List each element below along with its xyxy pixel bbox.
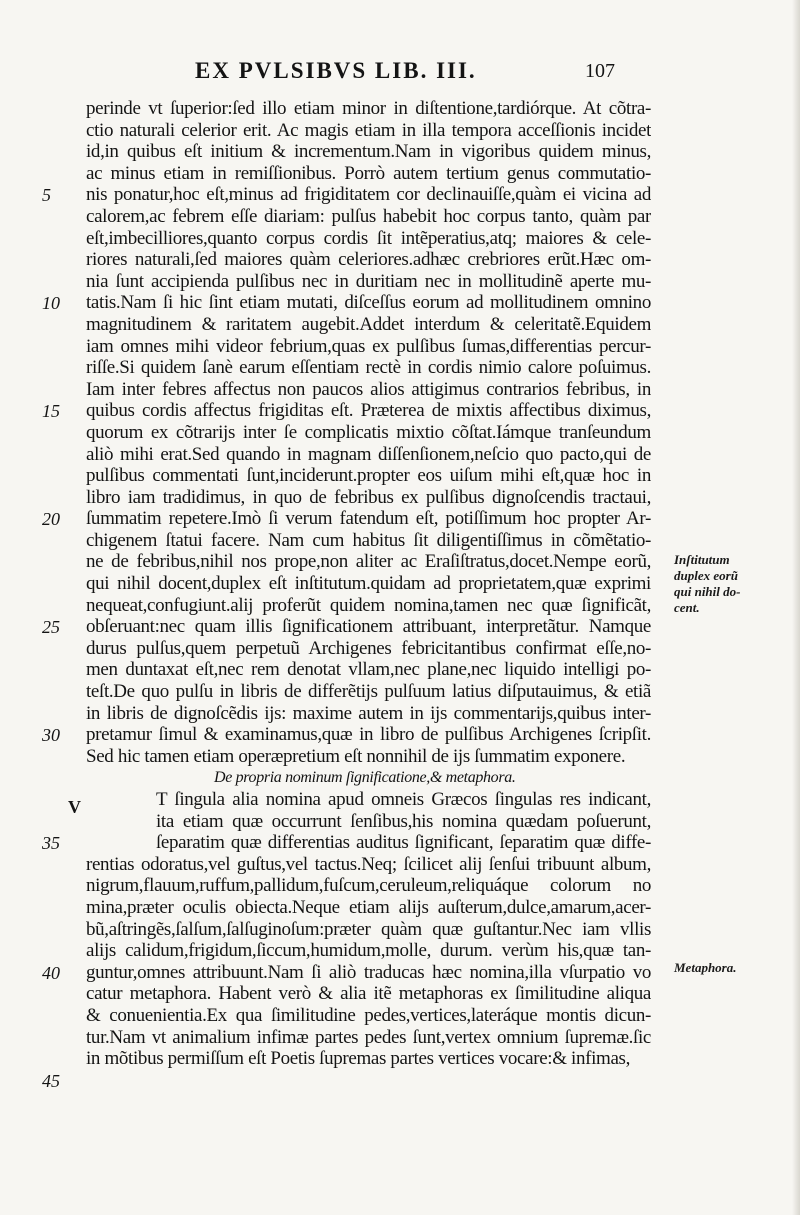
text-line: nia ſunt accipienda pulſibus nec in duritiam nec in mollitudinẽ aperte mu- <box>86 270 651 292</box>
body-text <box>86 98 651 1070</box>
line-number: 45 <box>42 1071 60 1091</box>
margin-note-institutum <box>674 552 740 616</box>
margin-note-line: qui nihil do- <box>674 584 741 599</box>
text-line: nis ponatur,hoc eſt,minus ad frigiditatem cor declinauiſſe,quàm ei vicina ad <box>86 184 651 206</box>
text-line: ac minus etiam in remiſſionibus. Porrò autem tertium genus commutatio- <box>86 162 651 184</box>
line-number: 20 <box>42 509 60 530</box>
text-line: quorum ex cõtrarijs inter ſe complicatis mixtio cõſtat.Iámque tranſeundum <box>86 421 651 443</box>
text-line: pulſibus commentati ſunt,inciderunt.propter eos uiſum mihi eſt,quæ hoc in <box>86 465 651 487</box>
text-line: bũ,aſtringẽs,ſalſum,ſalſuginoſum:præter quàm quæ guſtantur.Nec iam vllis <box>86 918 651 940</box>
line-number: 10 <box>42 293 60 314</box>
text-line: libro iam tradidimus, in quo de febribus ex pulſibus dignoſcendis tractaui, <box>86 486 651 508</box>
text-line: teſt.De quo pulſu in libris de differẽtijs pulſuum latius diſputauimus, & etiã <box>86 681 651 703</box>
text-line: men duntaxat eſt,nec rem denotat vllam,nec plane,nec liquido intelligi po- <box>86 659 651 681</box>
text-line: eſt,imbecilliores,quanto corpus cordis ſit intẽperatius,atq; maiores & cele- <box>86 227 651 249</box>
text-line: nequeat,confugiunt.alij proferũt quidem nomina,tamen nec quæ ſignificãt, <box>86 594 651 616</box>
text-line: Sed hic tamen etiam operæpretium eſt nonnihil de ijs ſummatim exponere. <box>86 745 626 767</box>
section-heading: De propria nominum ſignificatione,& metaphora. <box>214 769 516 787</box>
text-line: ſummatim repetere.Imò ſi verum fatendum eſt, potiſſimum hoc propter Ar- <box>86 508 651 530</box>
text-line: qui nihil docent,duplex eſt inſtitutum.quidam ad proprietatem,quæ exprimi <box>86 573 651 595</box>
text-line: mina,præter oculis obiecta.Neque etiam alijs auſterum,dulce,amarum,acer- <box>86 896 651 918</box>
margin-note-metaphora: Metaphora. <box>674 960 737 975</box>
text-line: calorem,ac febrem eſſe diariam: pulſus habebit hoc corpus tanto, quàm par <box>86 205 651 227</box>
text-line: ne de febribus,nihil nos prope,non aliter ac Eraſiſtratus,docet.Nempe eorũ, <box>86 551 651 573</box>
text-line: riſſe.Si quidem ſanè earum eſſentiam rectè in cordis nimio calore poſuimus. <box>86 357 651 379</box>
text-line: id,in quibus eſt initium & incrementum.Nam in vigoribus quidem minus, <box>86 141 651 163</box>
text-line: Iam inter febres affectus non paucos alios attigimus contrarios febribus, in <box>86 378 651 400</box>
text-line: in mõtibus permiſſum eſt Poetis ſupremas partes vertices vocare:& infimas, <box>86 1048 630 1070</box>
margin-note-line: duplex eorũ <box>674 568 738 583</box>
text-line: nigrum,flauum,ruffum,pallidum,fuſcum,ceruleum,reliquáque colorum no <box>86 875 651 897</box>
margin-note-line: cent. <box>674 600 700 615</box>
line-number: 5 <box>42 185 51 206</box>
text-line: quibus cordis affectus frigiditas eſt. Præterea de mixtis affectibus diximus, <box>86 400 651 422</box>
page-number: 107 <box>585 60 615 82</box>
text-line: rentias odoratus,vel guſtus,vel tactus.Neq; ſcilicet alij ſenſui tribuunt album, <box>86 853 651 875</box>
text-line: catur metaphora. Habent verò & alia itẽ metaphoras ex ſimilitudine aliqua <box>86 983 651 1005</box>
text-line: tur.Nam vt animalium infimæ partes pedes ſunt,vertex omnium ſupremæ.ſic <box>86 1026 651 1048</box>
line-number: 25 <box>42 617 60 638</box>
text-line: tatis.Nam ſi hic ſint etiam mutati, diſceſſus eorum ad mollitudinem omnino <box>86 292 651 314</box>
text-line: in libris de dignoſcẽdis ijs: maxime autem in ijs commentarijs,quibus inter- <box>86 702 651 724</box>
text-line: aliò mihi erat.Sed quando in magnam diſſenſionem,neſcio quo pacto,qui de <box>86 443 651 465</box>
text-line: ctio naturali celerior erit. Ac magis etiam in illa tempora acceſſionis incidet <box>86 119 651 141</box>
text-line: riores naturali,ſed maiores quàm celeriores.adhæc crebriores erũt.Hæc om- <box>86 249 651 271</box>
text-line: guntur,omnes attribuunt.Nam ſi aliò traducas hæc nomina,illa vſurpatio vo <box>86 961 651 983</box>
running-head: EX PVLSIBVS LIB. III. <box>195 58 477 83</box>
text-line: chigenem ſtatui facere. Nam cum habitus ſit diligentiſſimus in cõmẽtatio- <box>86 529 651 551</box>
text-line: pretamur ſimul & examinamus,quæ in libro de pulſibus Archigenes ſcripſit. <box>86 724 651 746</box>
line-number: 15 <box>42 401 60 422</box>
margin-note-line: Inſtitutum <box>674 552 730 567</box>
text-line: magnitudinem & raritatem augebit.Addet interdum & celeritatẽ.Equidem <box>86 313 651 335</box>
text-line: perinde vt ſuperior:ſed illo etiam minor in diſtentione,tardiórque. At cõtra- <box>86 98 651 119</box>
drop-initial: V <box>68 797 81 817</box>
text-line: alijs calidum,frigidum,ſiccum,humidum,molle, durum. verùm his,quæ tan- <box>86 940 651 962</box>
text-line: & conuenientia.Ex qua ſimilitudine pedes,vertices,lateráque montis dicun- <box>86 1004 651 1026</box>
text-line: ſeparatim quæ differentias auditus ſignificant, ſeparatim quæ diffe- <box>156 832 651 854</box>
text-line: iam omnes mihi videor febrium,quas ex pulſibus ſumas,differentias percur- <box>86 335 651 357</box>
text-line: obſeruant:nec quam illis ſignificationem attribuant, interpretãtur. Namque <box>86 616 651 638</box>
text-line: T ſingula alia nomina apud omneis Græcos ſingulas res indicant, <box>156 789 651 810</box>
text-line: durus pulſus,quem perpetuũ Archigenes febricitantibus confirmat eſſe,no- <box>86 637 651 659</box>
page-header <box>195 58 615 92</box>
text-line: ita etiam quæ occurrunt ſenſibus,his nomina quædam poſuerunt, <box>156 810 651 832</box>
line-number: 30 <box>42 725 60 746</box>
line-number: 35 <box>42 833 60 854</box>
line-number: 40 <box>42 963 60 983</box>
page-edge-shadow <box>792 0 800 1215</box>
